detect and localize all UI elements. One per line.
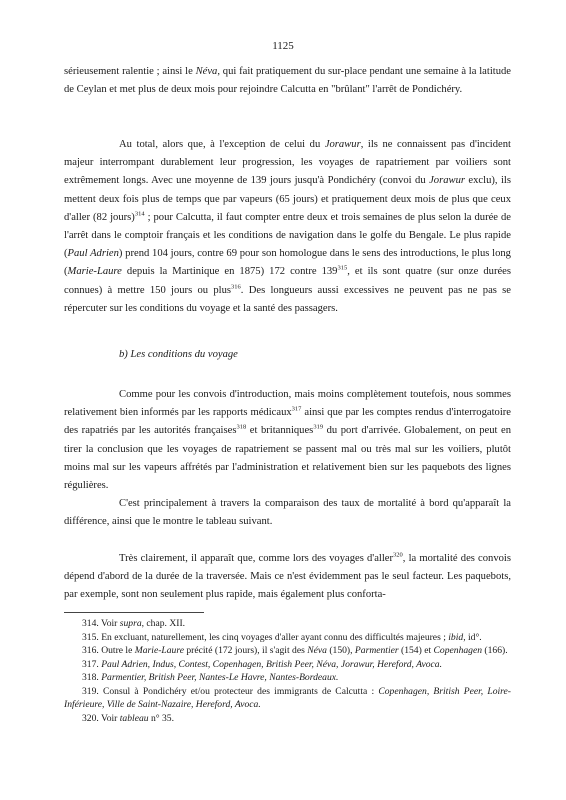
italic-text: Paul Adrien, Indus, Contest, Copenhagen, British Peer, Néva, Jorawur, Hereford, Avoca. (101, 658, 442, 670)
text-run: Très clairement, il apparaît que, comme lors des voyages d'aller (119, 553, 394, 564)
italic-text: Copenhagen (433, 645, 483, 656)
section-heading: b) Les conditions du voyage (119, 349, 238, 360)
text-run: , et ils sont quatre (sur onze durées connues) à mettre 150 jours ou plus (64, 266, 512, 296)
text-run: n° 35. (148, 712, 174, 724)
text-run: 318. (82, 672, 102, 683)
page-number: 1125 (272, 40, 294, 52)
italic-text: supra (119, 618, 142, 629)
footnote (64, 658, 511, 672)
italic-text: Néva (307, 645, 327, 656)
paragraph (64, 386, 511, 495)
text-run: (154) et (398, 645, 434, 656)
footnote (64, 671, 511, 685)
footnote (64, 685, 511, 712)
text-run: (150), (326, 645, 355, 656)
text-run: ) prend 104 jours, contre 69 pour son homologue dans le sens des introductions, le plus long ( (64, 248, 511, 278)
text-run: C'est principalement à travers la comparaison des taux de mortalité à bord qu'apparaît la différence, ainsi que le montre le tableau suivant. (64, 498, 511, 528)
paragraph (64, 550, 511, 605)
footnote-reference: 314 (134, 210, 145, 218)
footnote-reference: 315 (337, 264, 348, 272)
footnote (64, 631, 511, 645)
italic-text: Paul Adrien (67, 248, 119, 260)
text-run: 314. Voir (82, 618, 120, 629)
text-run: (166). (482, 645, 508, 656)
footnote (64, 712, 511, 726)
footnote-reference: 320 (393, 551, 403, 559)
text-run: 317. (82, 658, 102, 670)
text-run: , id°. (463, 631, 482, 643)
text-run: , qui fait pratiquement du sur-place pendant une semaine à la latitude de Ceylan et met plus de deux mois pour rejoindre Calcutta en "brûlant" l'arrêt de Pondichéry. (64, 66, 512, 96)
footnote-reference: 318 (236, 423, 247, 431)
paragraph (64, 63, 511, 99)
footnote-reference: 319 (313, 423, 324, 431)
text-run: 320. Voir (82, 712, 120, 724)
italic-text: Parmentier, British Peer, Nantes-Le Havre, Nantes-Bordeaux. (101, 672, 339, 683)
italic-text: Marie-Laure (134, 645, 184, 656)
italic-text: Jorawur (429, 175, 465, 187)
italic-text: tableau (119, 712, 149, 724)
text-run: ; pour Calcutta, il faut compter entre deux et trois semaines de plus selon la durée de l'arrêt dans le comptoir français et les conditions de navigation dans le golfe du Bengale. Le plus rapide ( (64, 211, 511, 260)
footnote (64, 617, 511, 631)
paragraph (64, 136, 511, 318)
footnote-reference: 317 (291, 405, 302, 413)
footnote-reference: 316 (231, 283, 241, 291)
footnote-separator (64, 612, 204, 613)
text-run: précité (172 jours), il s'agit des (183, 645, 308, 656)
text-run: , la mortalité des convois dépend d'abord de la durée de la traversée. Mais ce n'est évidemment pas le seul facteur. Les paquebots, par exemple, sont non seulement plus rapide, mais également plus conforta- (64, 553, 511, 601)
italic-text: ibid (448, 631, 464, 643)
text-run: depuis la Martinique en 1875) 172 contre 139 (121, 266, 338, 278)
italic-text: Jorawur (324, 139, 361, 150)
text-run: exclu), ils mettent deux fois plus de temps que par vapeurs (65 jours) et pratiquement deux mois de plus que ceux d'aller (82 jours) (64, 175, 511, 223)
italic-text: Néva (195, 66, 218, 77)
text-run: Au total, alors que, à l'exception de celui du (119, 139, 325, 150)
footnotes-list (64, 617, 511, 725)
text-run: 315. En excluant, naturellement, les cinq voyages d'aller ayant connu des difficultés majeures ; (82, 631, 449, 643)
text-run: et britanniques (246, 425, 314, 437)
text-run: du port d'arrivée. Globalement, on peut en tirer la conclusion que les voyages de rapatriement se passent mal ou très mal sur les voiliers, plutôt moins mal sur les vapeurs affrétés par l'administration et relativement bien sur les paquebots des lignes régulières. (64, 425, 511, 492)
text-run: ainsi que par les comptes rendus d'interrogatoire des rapatriés par les autorités françaises (64, 407, 511, 437)
text-run: 319. Consul à Pondichéry et/ou protecteur des immigrants de Calcutta : (82, 685, 379, 697)
paragraph (64, 495, 511, 531)
text-run: , ils ne connaissent pas d'incident majeur interrompant durablement leur progression, les voyages de rapatriement par voiliers sont extrêmement longs. Avec une moyenne de 139 jours jusqu'à Pondichéry (convoi du (64, 139, 511, 187)
text-run: , chap. XII. (141, 618, 186, 629)
text-run: 316. Outre le (82, 645, 135, 656)
text-run: . Des longueurs aussi excessives ne peuvent pas ne pas se répercuter sur les conditions du voyage et la santé des passagers. (64, 284, 511, 314)
italic-text: Marie-Laure (67, 266, 122, 278)
italic-text: Parmentier (354, 645, 399, 656)
text-run: sérieusement ralentie ; ainsi le (64, 66, 196, 77)
text-run: Comme pour les convois d'introduction, mais moins complètement toutefois, nous sommes relativement bien informés par les rapports médicaux (64, 389, 511, 419)
footnote (64, 644, 511, 658)
italic-text: Copenhagen, British Peer, Loire-Inférieure, Ville de Saint-Nazaire, Hereford, Avoca. (64, 685, 511, 710)
